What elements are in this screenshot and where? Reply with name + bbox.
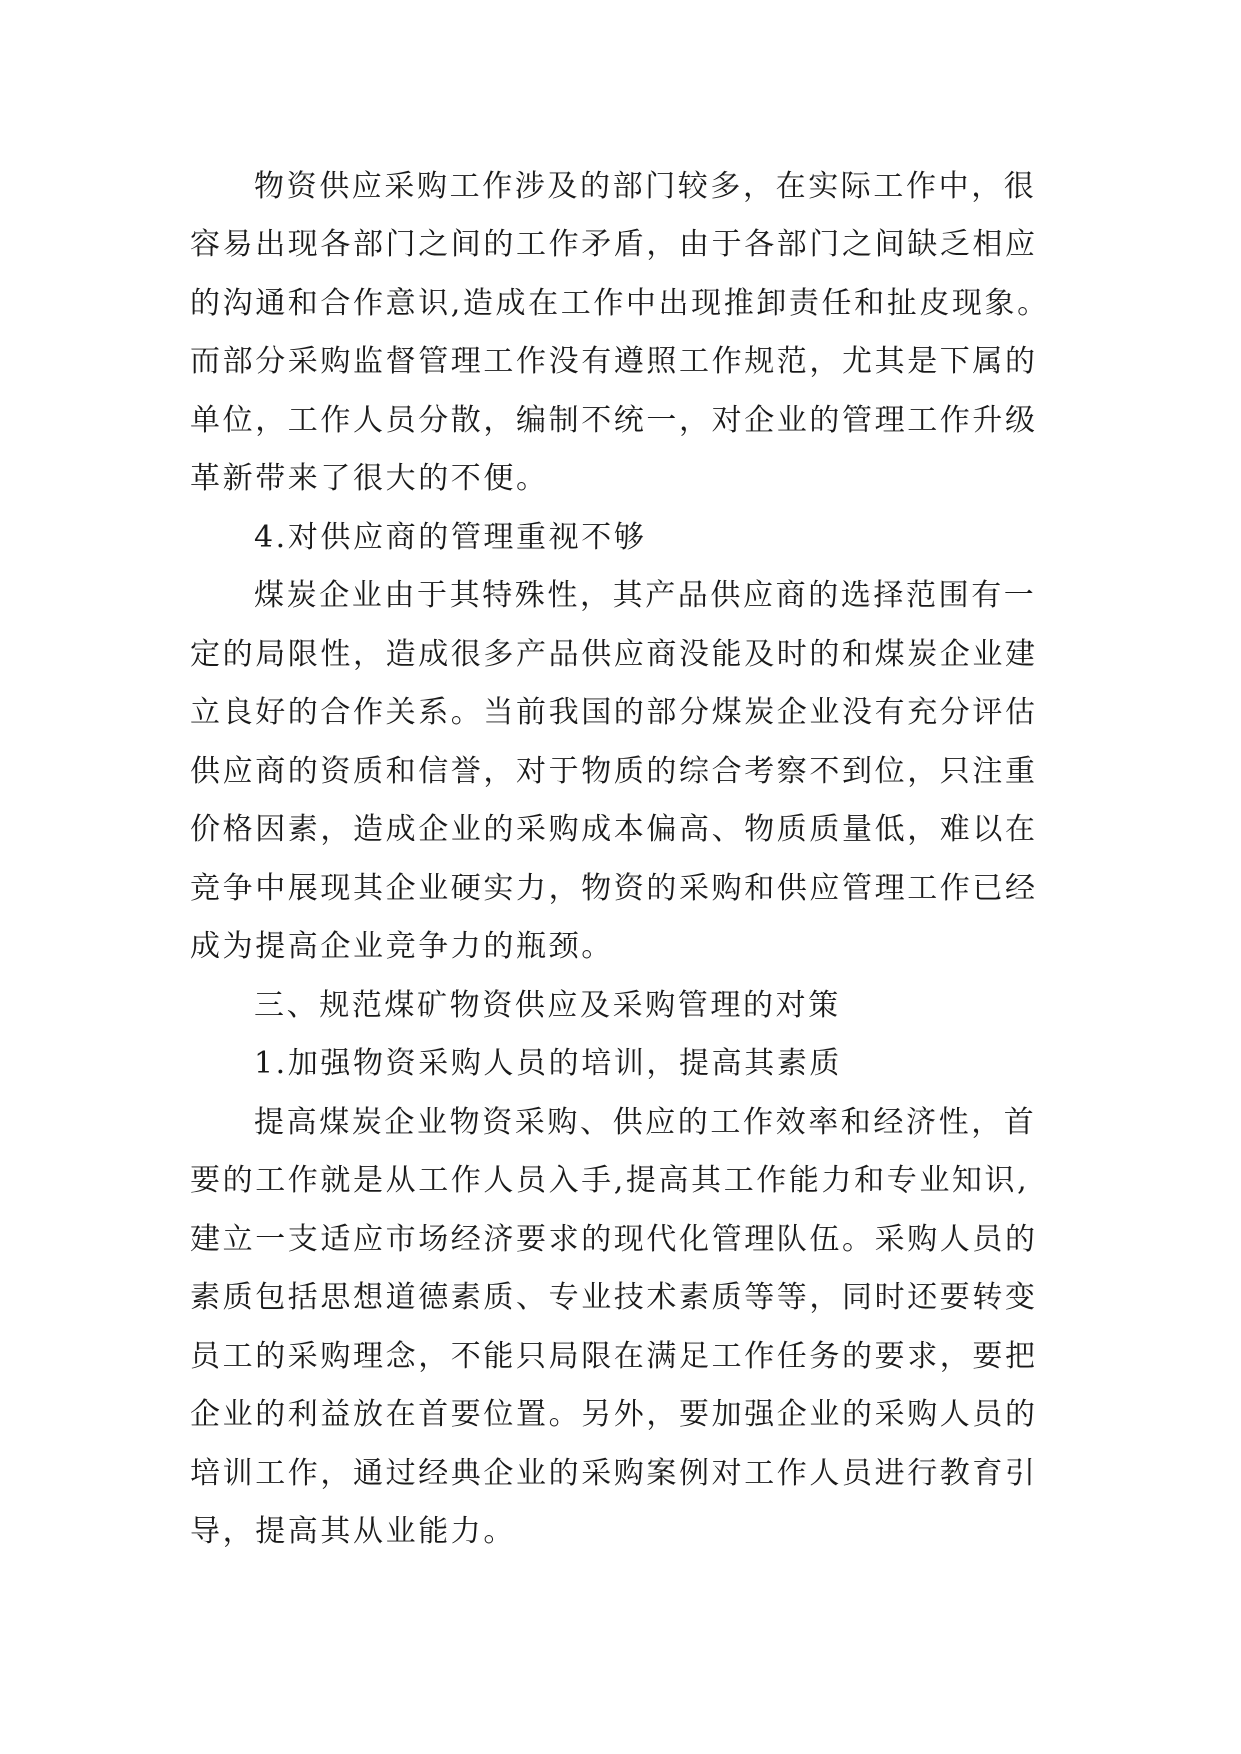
paragraph-3-line-6: 企业的利益放在首要位置。另外，要加强企业的采购人员的 xyxy=(190,1397,1038,1432)
paragraph-1-line-4: 而部分采购监督管理工作没有遵照工作规范，尤其是下属的 xyxy=(190,344,1038,379)
section-heading-3: 三、规范煤矿物资供应及采购管理的对策 xyxy=(254,988,841,1023)
paragraph-2-line-3: 立良好的合作关系。当前我国的部分煤炭企业没有充分评估 xyxy=(190,695,1038,730)
paragraph-2-line-7: 成为提高企业竞争力的瓶颈。 xyxy=(190,929,614,964)
paragraph-3-line-1: 提高煤炭企业物资采购、供应的工作效率和经济性，首 xyxy=(254,1105,1037,1140)
paragraph-3-line-3: 建立一支适应市场经济要求的现代化管理队伍。采购人员的 xyxy=(190,1222,1038,1257)
paragraph-3-line-4: 素质包括思想道德素质、专业技术素质等等，同时还要转变 xyxy=(190,1280,1038,1315)
paragraph-2-line-4: 供应商的资质和信誉，对于物质的综合考察不到位，只注重 xyxy=(190,754,1038,789)
paragraph-1-line-2: 容易出现各部门之间的工作矛盾，由于各部门之间缺乏相应 xyxy=(190,227,1038,262)
paragraph-3-line-2: 要的工作就是从工作人员入手,提高其工作能力和专业知识, xyxy=(190,1163,1030,1198)
paragraph-3-line-5: 员工的采购理念，不能只局限在满足工作任务的要求，要把 xyxy=(190,1339,1038,1374)
paragraph-1-line-1: 物资供应采购工作涉及的部门较多，在实际工作中，很 xyxy=(254,169,1037,204)
paragraph-3-line-8: 导，提高其从业能力。 xyxy=(190,1514,516,1549)
paragraph-2-line-2: 定的局限性，造成很多产品供应商没能及时的和煤炭企业建 xyxy=(190,637,1038,672)
paragraph-3-line-7: 培训工作，通过经典企业的采购案例对工作人员进行教育引 xyxy=(190,1456,1038,1491)
paragraph-1-line-5: 单位，工作人员分散，编制不统一，对企业的管理工作升级 xyxy=(190,403,1038,438)
section-heading-4: 4.对供应商的管理重视不够 xyxy=(254,520,647,555)
paragraph-2-line-6: 竞争中展现其企业硬实力，物资的采购和供应管理工作已经 xyxy=(190,871,1038,906)
paragraph-2-line-5: 价格因素，造成企业的采购成本偏高、物质质量低，难以在 xyxy=(190,812,1038,847)
paragraph-1-line-3: 的沟通和合作意识,造成在工作中出现推卸责任和扯皮现象。 xyxy=(190,286,1050,321)
paragraph-2-line-1: 煤炭企业由于其特殊性，其产品供应商的选择范围有一 xyxy=(254,578,1037,613)
subsection-heading-1: 1.加强物资采购人员的培训，提高其素质 xyxy=(254,1046,843,1081)
paragraph-1-line-6: 革新带来了很大的不便。 xyxy=(190,461,549,496)
